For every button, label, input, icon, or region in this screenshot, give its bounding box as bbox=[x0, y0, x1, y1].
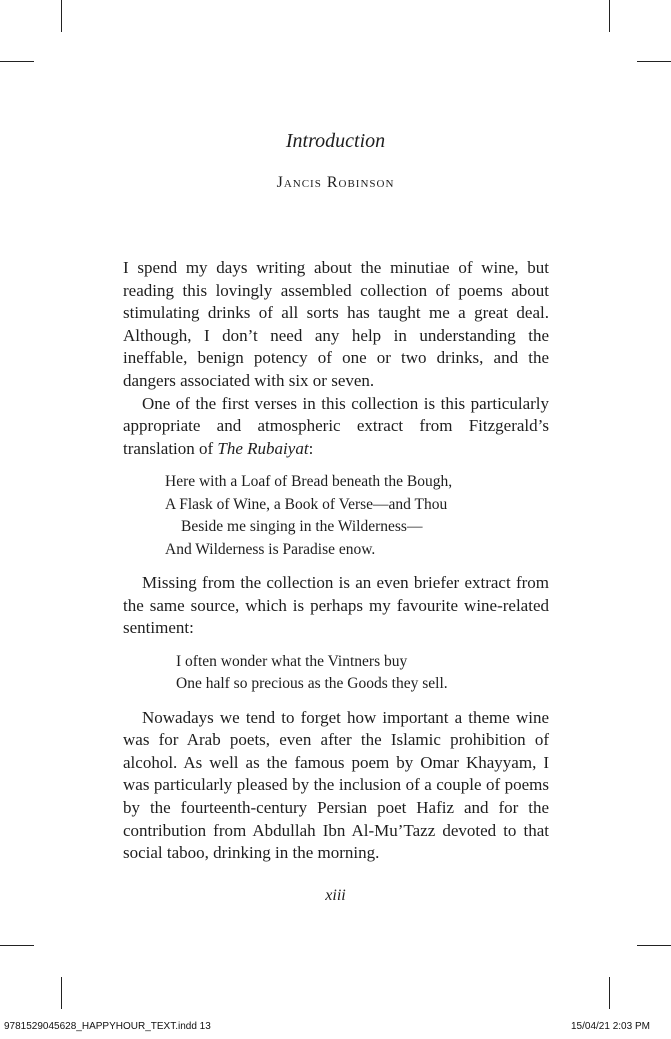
crop-mark-bottom-right-horizontal bbox=[637, 945, 671, 946]
page-number: xiii bbox=[325, 887, 346, 904]
paragraph-2-text: One of the first verses in this collection is this particularly appropriate and atmospheric extract from Fitzgerald’s translation of bbox=[123, 393, 549, 458]
slug-timestamp: 15/04/21 2:03 PM bbox=[571, 1021, 650, 1032]
paragraph-1: I spend my days writing about the minutiae of wine, but reading this lovingly assembled collection of poems about stimulating drinks of all sorts has taught me a great deal. Although, I don’t need any help in understanding the ineffable, benign potency of one or two drinks, and the dangers associated with six or seven. bbox=[123, 258, 549, 390]
verse-line: Beside me singing in the Wilderness— bbox=[181, 518, 423, 536]
crop-mark-top-right-vertical bbox=[609, 0, 610, 32]
paragraph-2-punct: : bbox=[308, 438, 314, 458]
verse-line: And Wilderness is Paradise enow. bbox=[165, 540, 376, 558]
crop-mark-bottom-left-vertical bbox=[61, 977, 62, 1009]
verse-extract-2 bbox=[123, 651, 549, 696]
paragraph-2 bbox=[123, 393, 549, 461]
verse-line: A Flask of Wine, a Book of Verse—and Thou bbox=[165, 495, 448, 513]
verse-line: One half so precious as the Goods they sell. bbox=[176, 675, 448, 693]
body-text bbox=[123, 257, 549, 865]
crop-mark-top-left-horizontal bbox=[0, 61, 34, 62]
crop-mark-top-left-vertical bbox=[61, 0, 62, 32]
crop-mark-bottom-right-vertical bbox=[609, 977, 610, 1009]
chapter-title: Introduction bbox=[285, 130, 386, 152]
crop-mark-top-right-horizontal bbox=[637, 61, 671, 62]
chapter-author: Jancis Robinson bbox=[276, 174, 395, 191]
verse-extract-1 bbox=[123, 471, 549, 561]
crop-mark-bottom-left-horizontal bbox=[0, 945, 34, 946]
verse-line: I often wonder what the Vintners buy bbox=[176, 652, 408, 670]
work-title: The Rubaiyat bbox=[217, 438, 309, 458]
paragraph-3: Missing from the collection is an even briefer extract from the same source, which is perhaps my favourite wine-related sentiment: bbox=[123, 572, 549, 638]
slug-filename: 9781529045628_HAPPYHOUR_TEXT.indd 13 bbox=[4, 1021, 211, 1032]
paragraph-4: Nowadays we tend to forget how important a theme wine was for Arab poets, even after the Islamic prohibition of alcohol. As well as the famous poem by Omar Khayyam, I was particularly pleased by the inclusion of a couple of poems by the fourteenth-century Persian poet Hafiz and for the contribution from Abdullah Ibn Al-Mu’Tazz devoted to that social taboo, drinking in the morning. bbox=[123, 707, 549, 863]
verse-line: Here with a Loaf of Bread beneath the Bough, bbox=[165, 473, 453, 491]
